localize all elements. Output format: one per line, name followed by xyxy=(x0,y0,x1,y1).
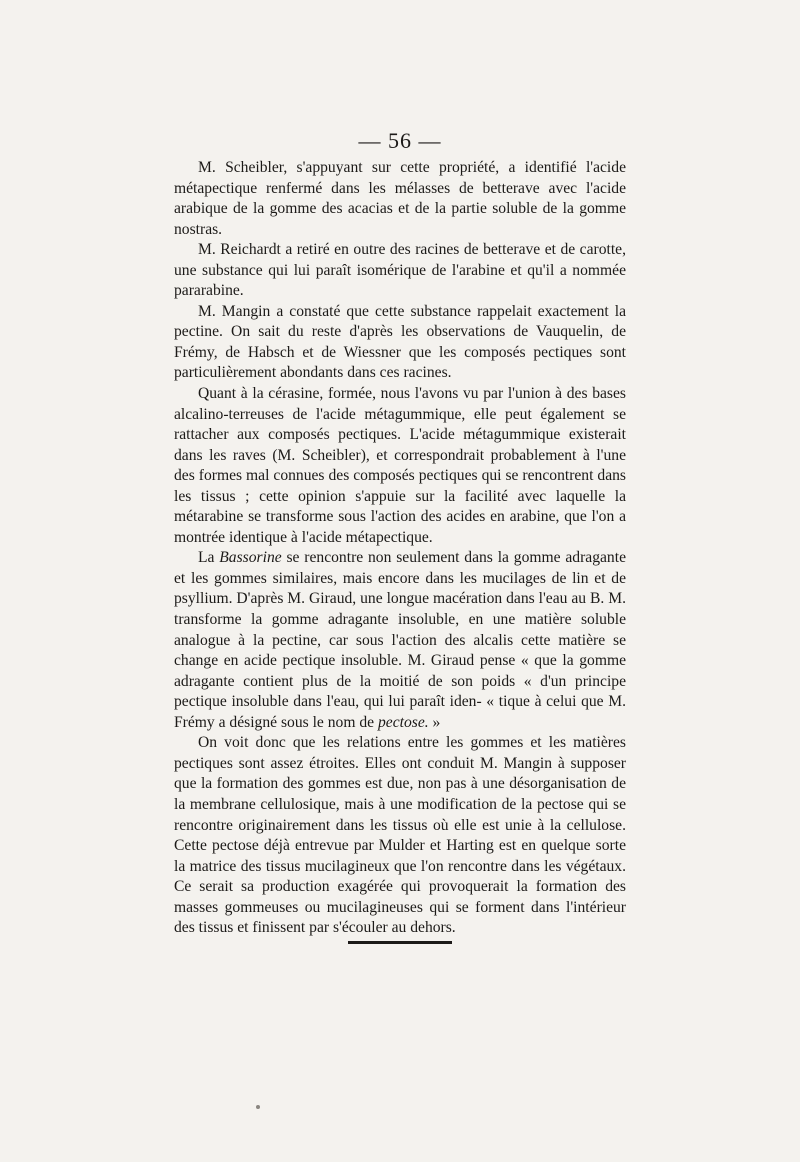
page-number: — 56 — xyxy=(358,128,442,153)
paragraph-bassorine xyxy=(174,548,626,733)
paragraph-text: M. Reichardt a retiré en outre des racines de betterave et de carotte, une substance qui lui paraît isomérique de l'arabine et qu'il a nommée pararabine. xyxy=(174,241,626,300)
paragraph-text: La xyxy=(198,549,220,567)
paragraph-text: M. Scheibler, s'appuyant sur cette propriété, a identifié l'acide métapectique renfermé dans les mélasses de betterave avec l'acide arabique de la gomme des acacias et de la partie soluble de la gomme nostras. xyxy=(174,159,626,238)
end-rule xyxy=(348,941,452,944)
paragraph-mangin xyxy=(174,302,626,384)
ink-speck xyxy=(256,1105,260,1109)
body-text xyxy=(174,158,626,939)
closing-quote: » xyxy=(428,713,441,731)
paragraph-text: Quant à la cérasine, formée, nous l'avons vu par l'union à des bases alcalino-terreuses de l'acide métagummique, elle peut également se rattacher aux composés pectiques. L'acide métagummique existerait dans les raves (M. Scheibler), et correspondrait probablement à l'une des formes mal connues des composés pectiques qui se rencontrent dans les tissus ; cette opinion s'appuie sur la facilité avec laquelle la métarabine se transforme sous l'action des acides en arabine, que l'on a montrée identique à l'acide métapectique. xyxy=(174,385,626,546)
term-pectose: pectose. xyxy=(377,713,429,731)
term-bassorine: Bassorine xyxy=(219,549,282,567)
paragraph-cerasine xyxy=(174,384,626,548)
paragraph-scheibler xyxy=(174,158,626,240)
paragraph-text: se rencontre non seulement dans la gomme adragante et les gommes similaires, mais encore dans les mucilages de lin et de psyllium. D'après M. Giraud, une longue macération dans l'eau au B. M. transforme la gomme adragante insoluble, en une matière soluble analogue à la pectine, car sous l'action des alcalis cette matière se change en acide pectique insoluble. M. Giraud pense « que la gomme adragante contient plus de la moitié de son poids « d'un principe pectique insoluble dans l'eau, qui lui paraît iden- « tique à celui que M. Frémy a désigné sous le nom de xyxy=(174,549,626,731)
paragraph-reichardt xyxy=(174,240,626,302)
paragraph-conclusion xyxy=(174,733,626,938)
paragraph-text: On voit donc que les relations entre les gommes et les matières pectiques sont assez étroites. Elles ont conduit M. Mangin à supposer que la formation des gommes est due, non pas à une désorganisation de la membrane cellulosique, mais à une modification de la pectose qui se rencontre originairement dans les tissus où elle est unie à la cellulose. Cette pectose déjà entrevue par Mulder et Harting est en quelque sorte la matrice des tissus mucilagineux que l'on rencontre dans les végétaux. Ce serait sa production exagérée qui provoquerait la formation des masses gommeuses ou mucilagineuses qui se forment dans l'intérieur des tissus et finissent par s'écouler au dehors. xyxy=(174,734,626,937)
paragraph-text: M. Mangin a constaté que cette substance rappelait exactement la pectine. On sait du reste d'après les observations de Vauquelin, de Frémy, de Habsch et de Wiessner que les composés pectiques sont particulièrement abondants dans ces racines. xyxy=(174,302,626,382)
